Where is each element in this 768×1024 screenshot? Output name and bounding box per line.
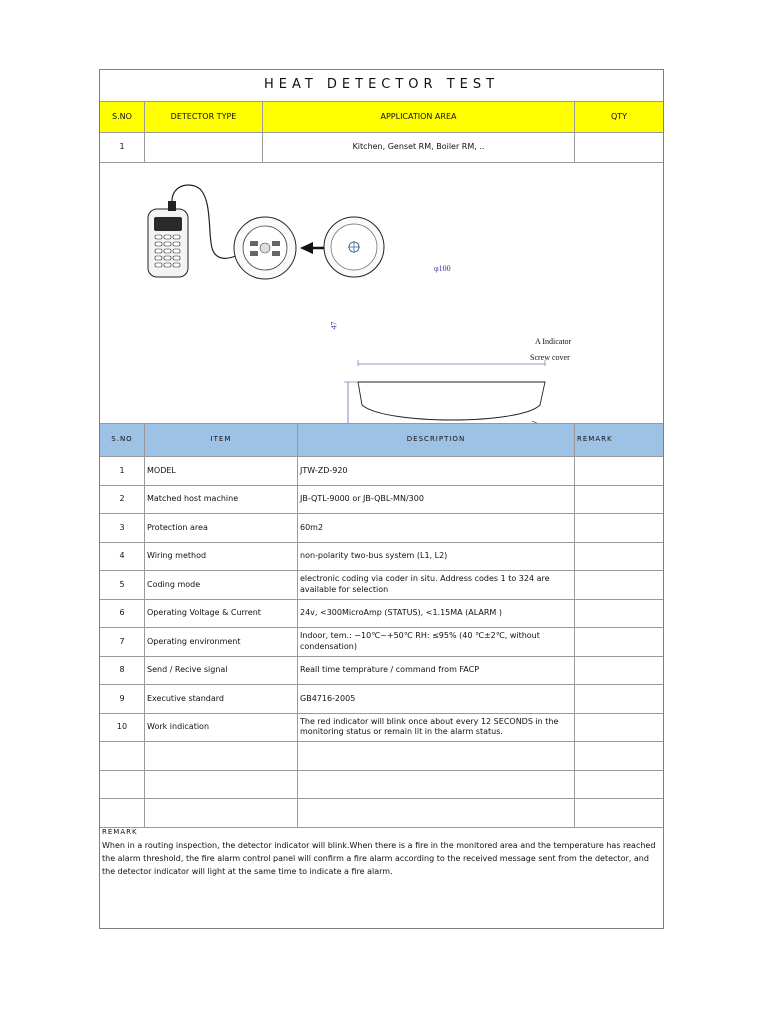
cell-description: Reall time temprature / command from FACP	[298, 657, 575, 685]
cell-remark	[575, 771, 663, 799]
dimension-width-label: φ100	[434, 264, 451, 273]
cell-no: 1	[100, 457, 145, 485]
table-row	[100, 628, 663, 657]
cell-description: non-polarity two-bus system (L1, L2)	[298, 543, 575, 571]
cell-item: MODEL	[145, 457, 298, 485]
cell-remark	[575, 628, 663, 656]
cell-no: 3	[100, 514, 145, 542]
cell-no: 7	[100, 628, 145, 656]
test-sheet	[99, 69, 664, 929]
cell-description	[298, 799, 575, 827]
table-row	[100, 657, 663, 686]
coder-device-icon	[148, 185, 238, 277]
header-detector-type: DETECTOR TYPE	[145, 102, 263, 132]
detector-top-icon	[324, 217, 384, 277]
cell-item: Matched host machine	[145, 486, 298, 514]
cell-description	[298, 771, 575, 799]
cell-description: electronic coding via coder in situ. Address codes 1 to 324 are available for selection	[298, 571, 575, 599]
cell-remark	[575, 543, 663, 571]
cell-remark	[575, 714, 663, 742]
top-header-row	[100, 102, 663, 133]
top-row-type	[145, 133, 263, 162]
cell-description: 24v, <300MicroAmp (STATUS), <1.15MA (ALARM )	[298, 600, 575, 628]
top-row-qty	[575, 133, 663, 162]
cell-description: GB4716-2005	[298, 685, 575, 713]
cell-item	[145, 799, 298, 827]
cell-no	[100, 771, 145, 799]
table-row	[100, 486, 663, 515]
cell-no	[100, 742, 145, 770]
cell-remark	[575, 685, 663, 713]
header-qty: QTY	[610, 111, 628, 121]
cell-no: 9	[100, 685, 145, 713]
cell-item: Operating environment	[145, 628, 298, 656]
cell-item: Work indication	[145, 714, 298, 742]
spec-header-row	[100, 424, 663, 457]
cell-no: 5	[100, 571, 145, 599]
cell-remark	[575, 657, 663, 685]
remark-label: REMARK	[102, 828, 138, 836]
table-row	[100, 457, 663, 486]
cell-description: 60m2	[298, 514, 575, 542]
top-row-sno: 1	[100, 133, 145, 162]
table-row	[100, 771, 663, 800]
remark-section	[100, 826, 663, 928]
screw-cover-label: Screw cover	[530, 353, 570, 362]
cell-no	[100, 799, 145, 827]
cell-remark	[575, 486, 663, 514]
table-row	[100, 571, 663, 600]
spec-header-remark: REMARK	[577, 435, 613, 444]
cell-remark	[575, 457, 663, 485]
detector-base-icon	[234, 217, 296, 279]
cell-item	[145, 771, 298, 799]
spec-header-description: DESCRIPTION	[298, 424, 575, 456]
table-row	[100, 742, 663, 771]
header-sno: S.NO	[100, 102, 145, 132]
title-row	[100, 70, 663, 102]
cell-description: Indoor, tem.: −10℃~+50℃ RH: ≤95% (40 ℃±2℃, without condensation)	[298, 628, 575, 656]
cell-no: 8	[100, 657, 145, 685]
cell-remark	[575, 742, 663, 770]
cell-no: 10	[100, 714, 145, 742]
cell-no: 6	[100, 600, 145, 628]
top-row-area: Kitchen, Genset RM, Boiler RM, ..	[263, 133, 575, 162]
top-data-row	[100, 133, 663, 163]
table-row	[100, 600, 663, 629]
spec-header-sno: S.NO	[100, 424, 145, 456]
table-row	[100, 514, 663, 543]
cell-item: Protection area	[145, 514, 298, 542]
cell-item: Send / Recive signal	[145, 657, 298, 685]
table-row	[100, 799, 663, 828]
cell-remark	[575, 600, 663, 628]
cell-description: JTW-ZD-920	[298, 457, 575, 485]
page-title: HEAT DETECTOR TEST	[263, 77, 500, 93]
cell-remark	[575, 571, 663, 599]
cell-item: Operating Voltage & Current	[145, 600, 298, 628]
table-row	[100, 685, 663, 714]
cell-no: 4	[100, 543, 145, 571]
cell-item	[145, 742, 298, 770]
table-row	[100, 543, 663, 572]
spec-header-item: ITEM	[145, 424, 298, 456]
cell-item: Coding mode	[145, 571, 298, 599]
detector-side-view	[344, 360, 560, 423]
cell-remark	[575, 799, 663, 827]
diagram-area	[100, 163, 663, 424]
cell-item: Wiring method	[145, 543, 298, 571]
header-application-area: APPLICATION AREA	[263, 102, 575, 132]
dimension-height-label: 47	[329, 321, 339, 330]
detector-diagram	[100, 163, 663, 423]
cell-no: 2	[100, 486, 145, 514]
cell-description: JB-QTL-9000 or JB-QBL-MN/300	[298, 486, 575, 514]
cell-description: The red indicator will blink once about every 12 SECONDS in the monitoring status or remain lit in the alarm status.	[298, 714, 575, 742]
cell-description	[298, 742, 575, 770]
cell-remark	[575, 514, 663, 542]
remark-text: When in a routing inspection, the detector indicator will blink.When there is a fire in the monitored area and the temperature has reached the alarm threshold, the fire alarm control panel will confirm a fire alarm according to the received message sent from the detector, and the detector indicator will light at the same time to indicate a fire alarm.	[102, 841, 656, 876]
indicator-label: A Indicator	[535, 337, 572, 346]
table-row	[100, 714, 663, 743]
cell-item: Executive standard	[145, 685, 298, 713]
